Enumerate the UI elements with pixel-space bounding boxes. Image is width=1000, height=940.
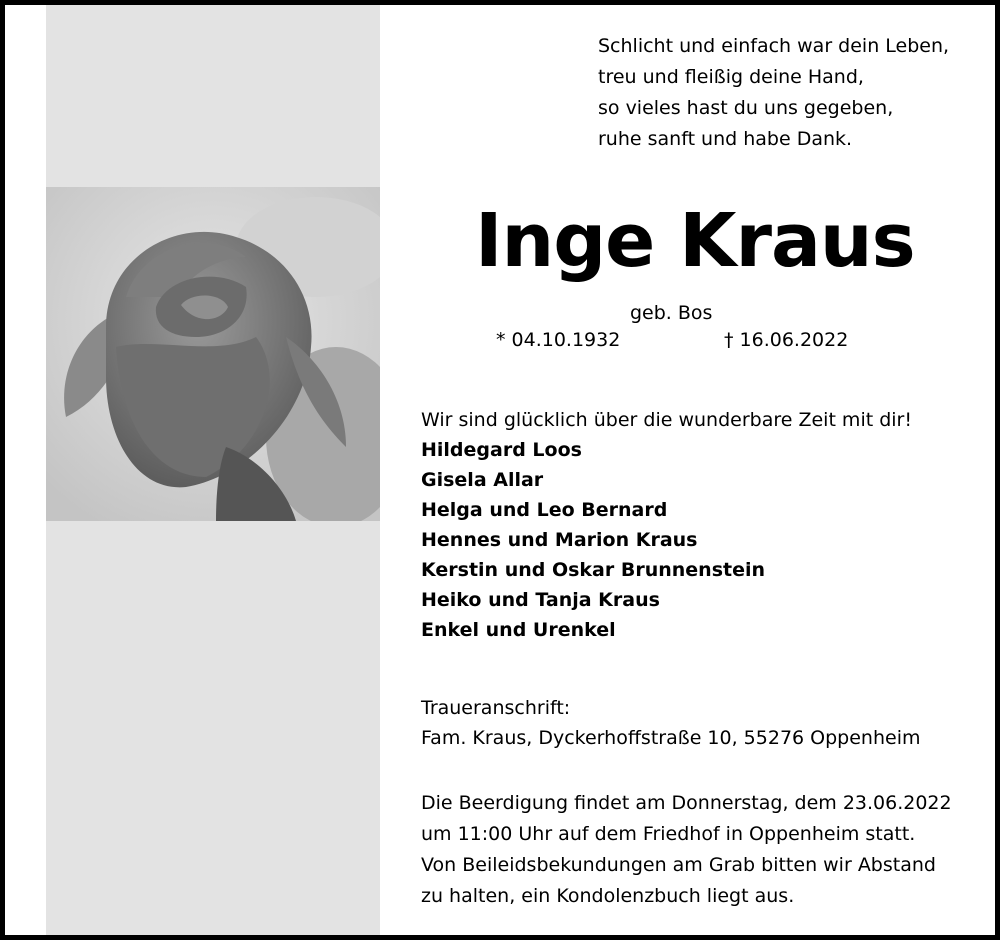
list-item: Gisela Allar <box>421 469 544 491</box>
maiden-name: geb. Bos <box>630 302 713 324</box>
mourning-address <box>421 693 920 753</box>
poem-line: so vieles hast du uns gegeben, <box>598 97 894 119</box>
mourners-list <box>421 435 765 645</box>
rose-photo-icon <box>46 187 380 521</box>
intro-text: Wir sind glücklich über die wunderbare Zeit mit dir! <box>421 409 912 431</box>
funeral-line: Die Beerdigung findet am Donnerstag, dem 23.06.2022 <box>421 792 952 814</box>
funeral-line: zu halten, ein Kondolenzbuch liegt aus. <box>421 885 795 907</box>
address-label: Traueranschrift: <box>421 697 571 719</box>
birth-date: * 04.10.1932 <box>496 329 621 351</box>
address-value: Fam. Kraus, Dyckerhoffstraße 10, 55276 Oppenheim <box>421 727 921 749</box>
list-item: Enkel und Urenkel <box>421 619 616 641</box>
death-date: † 16.06.2022 <box>724 329 849 351</box>
list-item: Kerstin und Oskar Brunnenstein <box>421 559 766 581</box>
list-item: Helga und Leo Bernard <box>421 499 668 521</box>
list-item: Hennes und Marion Kraus <box>421 529 698 551</box>
list-item: Hildegard Loos <box>421 439 582 461</box>
funeral-notice <box>421 788 952 912</box>
poem-line: Schlicht und einfach war dein Leben, <box>598 35 950 57</box>
poem-line: treu und fleißig deine Hand, <box>598 66 864 88</box>
funeral-line: um 11:00 Uhr auf dem Friedhof in Oppenheim statt. <box>421 823 916 845</box>
poem-line: ruhe sanft und habe Dank. <box>598 128 853 150</box>
list-item: Heiko und Tanja Kraus <box>421 589 660 611</box>
poem <box>598 31 949 155</box>
funeral-line: Von Beileidsbekundungen am Grab bitten wir Abstand <box>421 854 936 876</box>
deceased-name: Inge Kraus <box>475 198 915 284</box>
